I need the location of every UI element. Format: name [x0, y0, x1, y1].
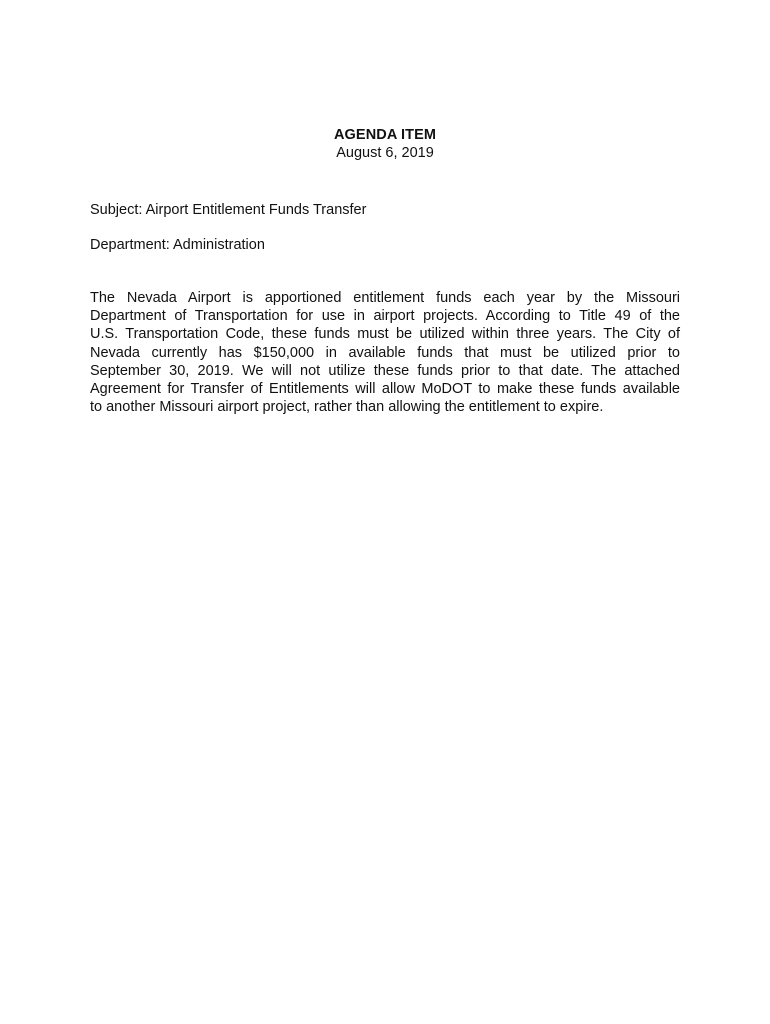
- agenda-heading: [0, 126, 770, 163]
- body-line: U.S. Transportation Code, these funds must be utilized within three years. The City of: [90, 326, 680, 343]
- body-line: The Nevada Airport is apportioned entitlement funds each year by the Missouri: [90, 290, 680, 306]
- body-line: to another Missouri airport project, rather than allowing the entitlement to expire.: [90, 399, 604, 416]
- subject-line: Subject: Airport Entitlement Funds Transfer: [90, 202, 367, 218]
- agenda-date: August 6, 2019: [336, 145, 434, 161]
- body-line: Nevada currently has $150,000 in available funds that must be utilized prior to: [90, 344, 680, 361]
- body-line: Agreement for Transfer of Entitlements will allow MoDOT to make these funds available: [90, 381, 680, 398]
- body-line: Department of Transportation for use in airport projects. According to Title 49 of the: [90, 308, 680, 325]
- body-paragraph: [90, 289, 680, 416]
- department-line: Department: Administration: [90, 237, 265, 253]
- body-line: September 30, 2019. We will not utilize these funds prior to that date. The attached: [90, 362, 680, 379]
- agenda-title: AGENDA ITEM: [333, 127, 437, 143]
